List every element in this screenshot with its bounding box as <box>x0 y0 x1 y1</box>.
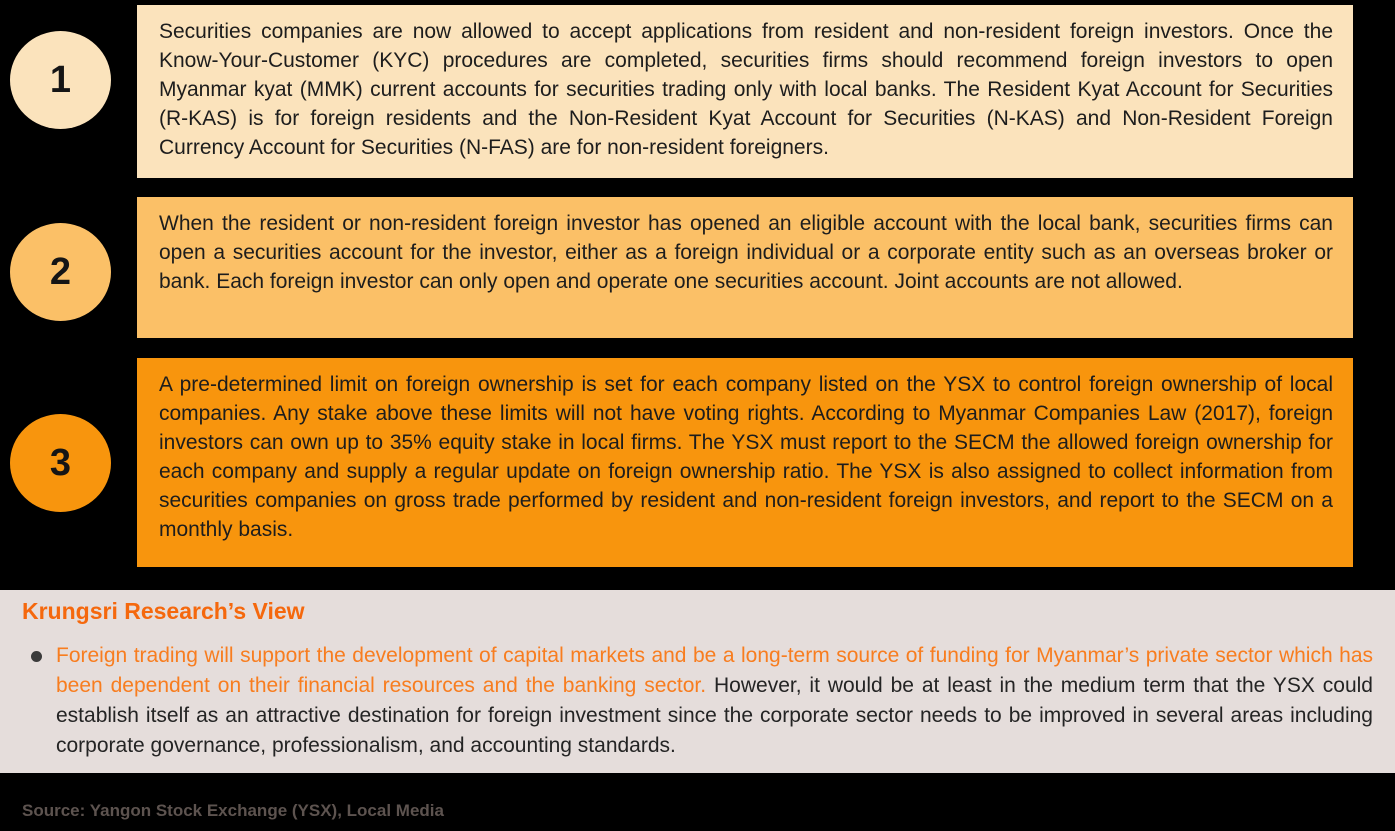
step-3-text: A pre-determined limit on foreign ownership is set for each company listed on the YSX to control foreign ownership of local companies. Any stake above these limits will not have voting rights. According to Myanmar Companies Law (2017), foreign investors can own up to 35% equity stake in local firms. The YSX must report to the SECM the allowed foreign ownership for each company and supply a regular update on foreign ownership ratio. The YSX is also assigned to collect information from securities companies on gross trade performed by resident and non-resident foreign investors, and report to the SECM on a monthly basis. <box>159 373 1333 541</box>
research-view-highlight: Foreign trading will support the development of capital markets and be a long-term source of funding for Myanmar’s private sector which has been dependent on their financial resources and the banking sector. <box>56 644 1373 697</box>
step-3-text-box <box>137 358 1353 567</box>
research-view-rest: However, it would be at least in the medium term that the YSX could establish itself as an attractive destination for foreign investment since the corporate sector needs to be improved in several areas including corporate governance, professionalism, and accounting standards. <box>56 674 1373 757</box>
research-view-text <box>56 641 1373 761</box>
step-1-text-box <box>137 5 1353 178</box>
source-note: Source: Yangon Stock Exchange (YSX), Local Media <box>22 801 444 820</box>
step-3-number: 3 <box>49 441 72 484</box>
step-2-text-box <box>137 197 1353 338</box>
step-2-text: When the resident or non-resident foreign investor has opened an eligible account with the local bank, securities firms can open a securities account for the investor, either as a foreign individual or a corporate entity such as an overseas broker or bank. Each foreign investor can only open and operate one securities account. Joint accounts are not allowed. <box>159 212 1333 293</box>
step-1-number-badge <box>10 31 111 129</box>
research-view-bullet <box>22 641 1373 761</box>
step-2-number: 2 <box>49 250 72 293</box>
research-view-section <box>0 590 1395 773</box>
step-3-number-badge <box>10 414 111 512</box>
bullet-dot-icon <box>31 651 42 662</box>
step-1-text: Securities companies are now allowed to accept applications from resident and non-resident foreign investors. Once the Know-Your-Customer (KYC) procedures are completed, securities firms should recommend foreign investors to open Myanmar kyat (MMK) current accounts for securities trading only with local banks. The Resident Kyat Account for Securities (R-KAS) is for foreign residents and the Non-Resident Kyat Account for Securities (N-KAS) and Non-Resident Foreign Currency Account for Securities (N-FAS) are for non-resident foreigners. <box>159 20 1333 159</box>
research-view-title: Krungsri Research’s View <box>22 598 305 624</box>
step-2-number-badge <box>10 223 111 321</box>
step-1-number: 1 <box>49 58 72 101</box>
